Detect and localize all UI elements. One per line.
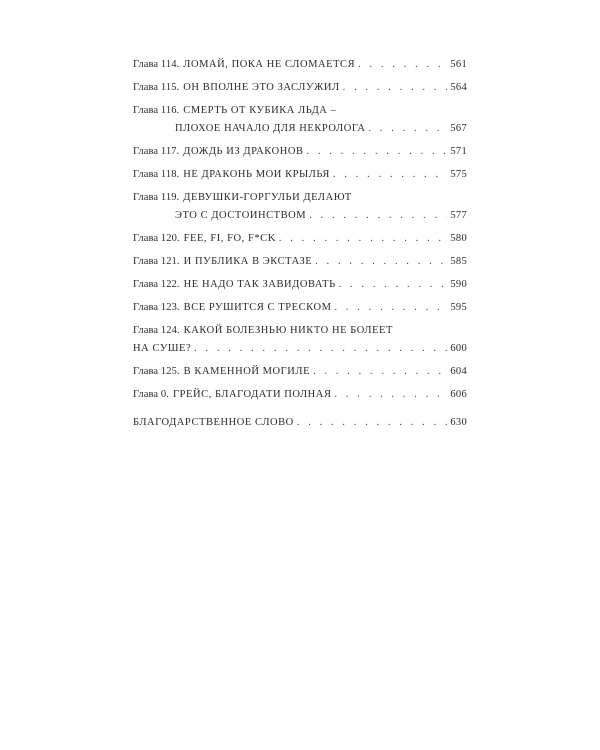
dot-leader bbox=[194, 340, 447, 358]
chapter-title: СМЕРТЬ ОТ КУБИКА ЛЬДА – bbox=[183, 105, 337, 116]
chapter-number: Глава 117. bbox=[133, 146, 180, 157]
page-number: 571 bbox=[450, 146, 467, 157]
toc-entry-115[interactable] bbox=[133, 79, 467, 97]
chapter-number: Глава 124. bbox=[133, 325, 180, 336]
toc-entry-125[interactable] bbox=[133, 363, 467, 381]
chapter-number: Глава 116. bbox=[133, 105, 180, 116]
toc-entry-119[interactable] bbox=[133, 189, 467, 225]
page-number: 600 bbox=[450, 343, 467, 354]
chapter-number: Глава 120. bbox=[133, 233, 180, 244]
page-number: 595 bbox=[450, 302, 467, 313]
page-number: 604 bbox=[450, 366, 467, 377]
dot-leader bbox=[313, 363, 447, 381]
dot-leader bbox=[339, 276, 448, 294]
chapter-number: Глава 121. bbox=[133, 256, 180, 267]
page-number: 585 bbox=[450, 256, 467, 267]
page-number: 630 bbox=[450, 417, 467, 428]
table-of-contents bbox=[133, 56, 467, 437]
chapter-title: ВСЕ РУШИТСЯ С ТРЕСКОМ bbox=[183, 302, 332, 313]
dot-leader bbox=[368, 120, 447, 138]
chapter-number: Глава 125. bbox=[133, 366, 180, 377]
chapter-title: И ПУБЛИКА В ЭКСТАЗЕ bbox=[183, 256, 313, 267]
chapter-number: Глава 118. bbox=[133, 169, 180, 180]
page-number: 564 bbox=[450, 82, 467, 93]
toc-entry-122[interactable] bbox=[133, 276, 467, 294]
acknowledgements-title: БЛАГОДАРСТВЕННОЕ СЛОВО bbox=[133, 417, 294, 428]
chapter-number: Глава 114. bbox=[133, 59, 180, 70]
toc-entry-0[interactable] bbox=[133, 386, 467, 404]
chapter-title-continued: НА СУШЕ? bbox=[133, 343, 192, 354]
dot-leader bbox=[315, 253, 447, 271]
dot-leader bbox=[333, 166, 447, 184]
dot-leader bbox=[297, 414, 448, 432]
page-number: 580 bbox=[450, 233, 467, 244]
toc-entry-acknowledgements[interactable] bbox=[133, 414, 467, 432]
chapter-title: ДОЖДЬ ИЗ ДРАКОНОВ bbox=[183, 146, 304, 157]
page-number: 577 bbox=[450, 210, 467, 221]
chapter-number: Глава 122. bbox=[133, 279, 180, 290]
chapter-title-continued: ЭТО С ДОСТОИНСТВОМ bbox=[175, 210, 307, 221]
toc-entry-114[interactable] bbox=[133, 56, 467, 74]
chapter-title: ЛОМАЙ, ПОКА НЕ СЛОМАЕТСЯ bbox=[183, 59, 356, 70]
chapter-title: ОН ВПОЛНЕ ЭТО ЗАСЛУЖИЛ bbox=[183, 82, 340, 93]
toc-entry-116[interactable] bbox=[133, 102, 467, 138]
toc-entry-123[interactable] bbox=[133, 299, 467, 317]
dot-leader bbox=[309, 207, 447, 225]
chapter-number: Глава 119. bbox=[133, 192, 180, 203]
chapter-number: Глава 115. bbox=[133, 82, 180, 93]
toc-entry-118[interactable] bbox=[133, 166, 467, 184]
chapter-title: КАКОЙ БОЛЕЗНЬЮ НИКТО НЕ БОЛЕЕТ bbox=[183, 325, 393, 336]
page-number: 561 bbox=[450, 59, 467, 70]
page-number: 590 bbox=[450, 279, 467, 290]
dot-leader bbox=[279, 230, 447, 248]
page-number: 575 bbox=[450, 169, 467, 180]
toc-entry-124[interactable] bbox=[133, 322, 467, 358]
chapter-number: Глава 123. bbox=[133, 302, 180, 313]
dot-leader bbox=[335, 386, 448, 404]
chapter-number: Глава 0. bbox=[133, 389, 169, 400]
toc-entry-121[interactable] bbox=[133, 253, 467, 271]
page-number: 606 bbox=[450, 389, 467, 400]
toc-entry-120[interactable] bbox=[133, 230, 467, 248]
dot-leader bbox=[307, 143, 448, 161]
toc-entry-117[interactable] bbox=[133, 143, 467, 161]
chapter-title: ДЕВУШКИ-ГОРГУЛЬИ ДЕЛАЮТ bbox=[183, 192, 352, 203]
chapter-title: В КАМЕННОЙ МОГИЛЕ bbox=[183, 366, 311, 377]
chapter-title-continued: ПЛОХОЕ НАЧАЛО ДЛЯ НЕКРОЛОГА bbox=[175, 123, 366, 134]
dot-leader bbox=[334, 299, 447, 317]
dot-leader bbox=[358, 56, 447, 74]
chapter-title: НЕ НАДО ТАК ЗАВИДОВАТЬ bbox=[183, 279, 336, 290]
chapter-title: FEE, FI, FO, F*CK bbox=[183, 233, 276, 244]
page-number: 567 bbox=[450, 123, 467, 134]
chapter-title: ГРЕЙС, БЛАГОДАТИ ПОЛНАЯ bbox=[172, 389, 332, 400]
chapter-title: НЕ ДРАКОНЬ МОИ КРЫЛЬЯ bbox=[183, 169, 330, 180]
dot-leader bbox=[343, 79, 448, 97]
